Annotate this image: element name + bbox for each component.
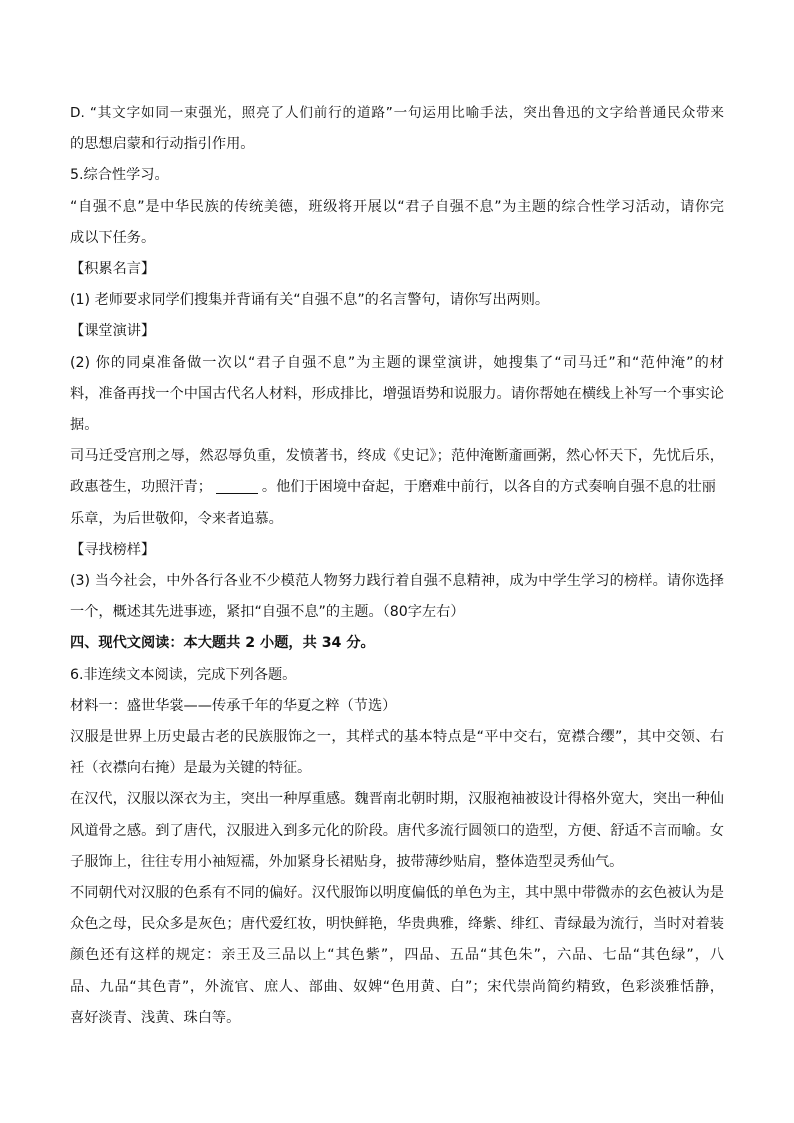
material-1-p3-line-2: 众色之母，民众多是灰色；唐代爱红妆，明快鲜艳，华贵典雅，绛紫、绯红、青绿最为流行，当时对着装 (70, 916, 724, 933)
speech-material-line-2a: 政惠苍生，功照汗青； (70, 479, 212, 496)
question-5-intro-line-1: “自强不息”是中华民族的传统美德，班级将开展以“君子自强不息”为主题的综合性学习活动，请你完 (70, 198, 724, 215)
fill-in-blank[interactable] (216, 492, 258, 494)
material-1-p3-line-3: 颜色还有这样的规定：亲王及三品以上“其色紫”，四品、五品“其色朱”，六品、七品“其色绿”，八 (70, 947, 724, 964)
task-3-line-2: 一个，概述其先进事迹，紧扣“自强不息”的主题。（80字左右） (70, 604, 465, 621)
material-1-p1-line-2: 衽（衣襟向右掩）是最为关键的特征。 (70, 760, 312, 777)
task-3-line-1: (3) 当今社会，中外各行各业不少模范人物努力践行着自强不息精神，成为中学生学习的榜样。请你选择 (70, 573, 724, 590)
task-2-line-2: 料，准备再找一个中国古代名人材料，形成排比，增强语势和说服力。请你帮她在横线上补写一个事实论 (70, 385, 724, 402)
question-5-heading: 5.综合性学习。 (70, 167, 169, 184)
speech-material-line-2 (70, 472, 724, 503)
document-page (70, 98, 724, 1034)
speech-material-line-2b: 。他们于困境中奋起，于磨难中前行，以各自的方式奏响自强不息的壮丽 (261, 479, 716, 496)
material-1-p3-line-4: 品、九品“其色青”，外流官、庶人、部曲、奴婢“色用黄、白”；宋代崇尚简约精致，色彩淡雅恬静， (70, 978, 724, 995)
question-6-heading: 6.非连续文本阅读，完成下列各题。 (70, 666, 297, 683)
material-1-p2-line-1: 在汉代，汉服以深衣为主，突出一种厚重感。魏晋南北朝时期，汉服袍袖被设计得格外宽大，突出一种仙 (70, 791, 724, 808)
task-2-line-1: (2) 你的同桌准备做一次以“君子自强不息”为主题的课堂演讲，她搜集了“司马迁”和“范仲淹”的材 (70, 354, 724, 371)
task-2-line-3: 据。 (70, 417, 99, 434)
material-1-p3-line-5: 喜好淡青、浅黄、珠白等。 (70, 1009, 241, 1026)
speech-material-line-3: 乐章，为后世敬仰，令来者追慕。 (70, 510, 283, 527)
option-d-line-2: 的思想启蒙和行动指引作用。 (70, 136, 255, 153)
material-1-p1-line-1: 汉服是世界上历史最古老的民族服饰之一，其样式的基本特点是“平中交右，宽襟合缨”，其中交领、右 (70, 729, 724, 746)
question-5-intro-line-2: 成以下任务。 (70, 229, 156, 246)
material-1-title: 材料一：盛世华裳——传承千年的华夏之粹（节选） (70, 697, 397, 714)
material-1-p3-line-1: 不同朝代对汉服的色系有不同的偏好。汉代服饰以明度偏低的单色为主，其中黑中带微赤的玄色被认为是 (70, 885, 724, 902)
section-class-speech: 【课堂演讲】 (70, 323, 156, 340)
option-d-line-1: D. “其文字如同一束强光，照亮了人们前行的道路”一句运用比喻手法，突出鲁迅的文字给普通民众带来 (70, 105, 724, 121)
speech-material-line-1: 司马迁受宫刑之辱，然忍辱负重，发愤著书，终成《史记》；范仲淹断齑画粥，然心怀天下，先忧后乐， (70, 448, 724, 465)
section-find-role-model: 【寻找榜样】 (70, 541, 156, 558)
section-accumulate-quotes: 【积累名言】 (70, 261, 156, 278)
material-1-p2-line-2: 风道骨之感。到了唐代，汉服进入到多元化的阶段。唐代多流行圆领口的造型，方便、舒适不言而喻。女 (70, 822, 724, 839)
task-1-text: (1) 老师要求同学们搜集并背诵有关“自强不息”的名言警句，请你写出两则。 (70, 292, 550, 309)
material-1-p2-line-3: 子服饰上，往往专用小袖短襦，外加紧身长裙贴身，披带薄纱贴肩，整体造型灵秀仙气。 (70, 853, 624, 870)
part-4-heading: 四、现代文阅读：本大题共 2 小题，共 34 分。 (70, 635, 375, 652)
